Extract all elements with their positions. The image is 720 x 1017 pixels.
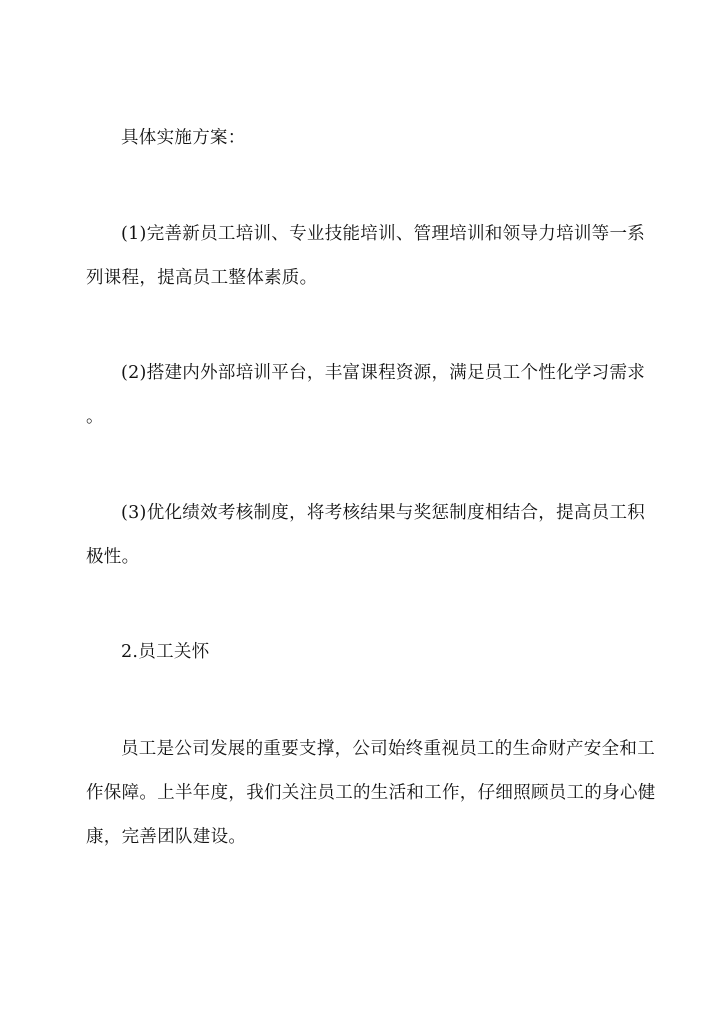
paragraph-line-2: 作保障。上半年度，我们关注员工的生活和工作，仔细照顾员工的身心健 bbox=[86, 783, 656, 803]
plan-heading: 具体实施方案： bbox=[121, 128, 246, 148]
paragraph-line-1: 员工是公司发展的重要支撑，公司始终重视员工的生命财产安全和工 bbox=[121, 739, 655, 759]
item-1-line-1: (1)完善新员工培训、专业技能培训、管理培训和领导力培训等一系 bbox=[121, 224, 646, 244]
item-2-line-2: 。 bbox=[86, 407, 104, 427]
item-3-line-1: (3)优化绩效考核制度，将考核结果与奖惩制度相结合，提高员工积 bbox=[121, 503, 646, 523]
section-title: 2.员工关怀 bbox=[121, 642, 210, 662]
item-1-line-2: 列课程，提高员工整体素质。 bbox=[86, 268, 318, 288]
item-2-line-1: (2)搭建内外部培训平台，丰富课程资源，满足员工个性化学习需求 bbox=[121, 363, 646, 383]
paragraph-line-3: 康，完善团队建设。 bbox=[86, 827, 247, 847]
item-3-line-2: 极性。 bbox=[86, 547, 140, 567]
